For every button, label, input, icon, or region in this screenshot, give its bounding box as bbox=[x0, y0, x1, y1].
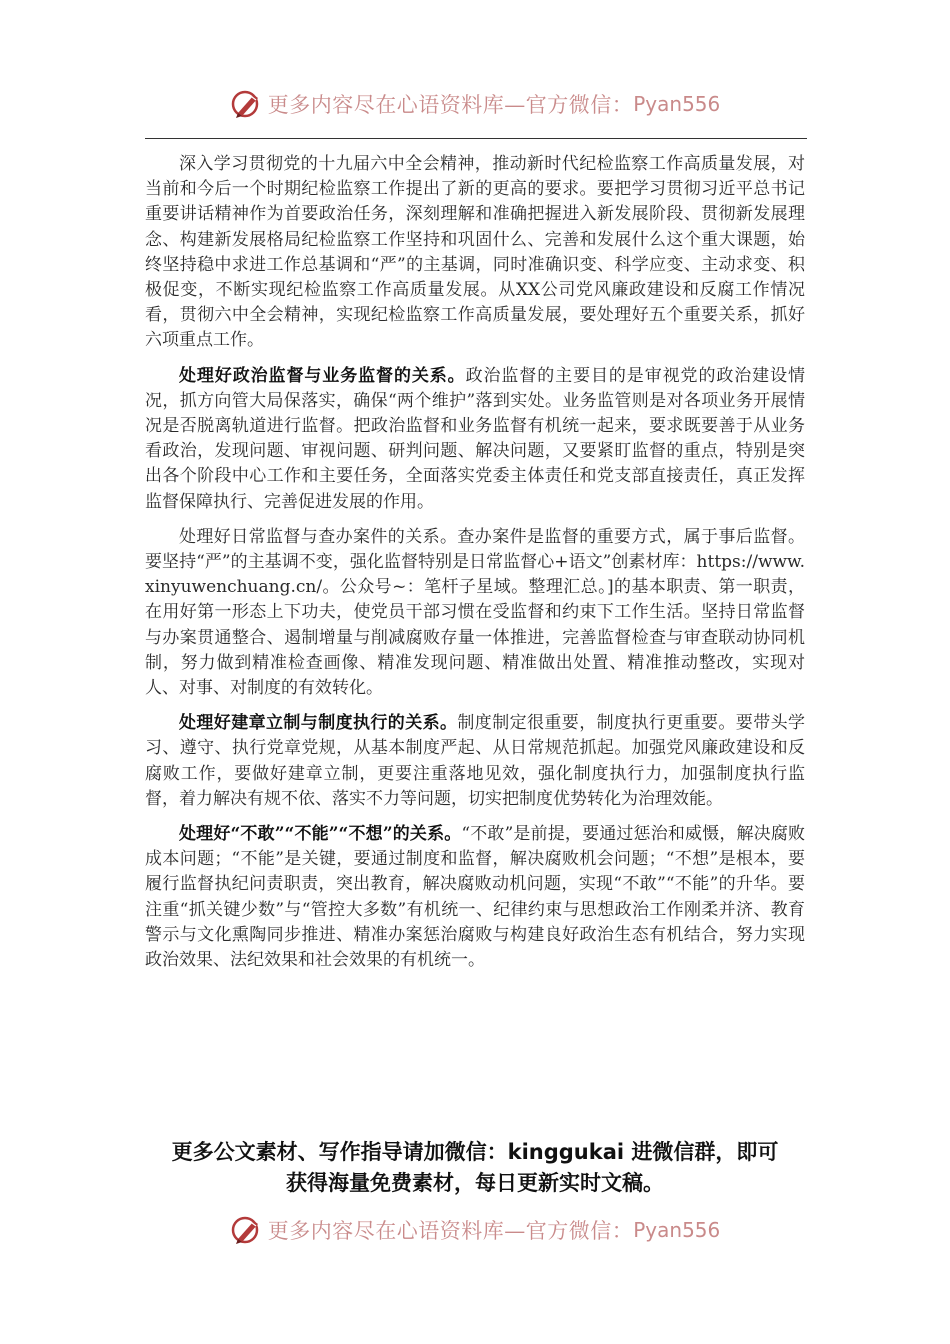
header-divider bbox=[145, 138, 807, 139]
paragraph-lead: 处理好建章立制与制度执行的关系。 bbox=[179, 713, 458, 734]
brand-handle: Pyan556 bbox=[633, 92, 721, 116]
pen-logo-icon bbox=[230, 1213, 264, 1247]
header-brand bbox=[0, 84, 950, 124]
footer-promo-line-1: 更多公文素材、写作指导请加微信：kinggukai 进微信群，即可 bbox=[171, 1140, 779, 1164]
paragraph-intro bbox=[145, 152, 805, 354]
paragraph-three-nots bbox=[145, 822, 805, 973]
paragraph-text: 处理好日常监督与查办案件的关系。查办案件是监督的重要方式，属于事后监督。要坚持“严”的主基调不变，强化监督特别是日常监督心+语文”创素材库：https://www.xinyuwenchuang.cn/。公众号~：笔杆子星域。整理汇总。]的基本职责、第一职责，在用好第一形态上下功夫，使党员干部习惯在受监督和约束下工作生活。坚持日常监督与办案贯通整合、遏制增量与削减腐败存量一体推进，完善监督检查与审查联动协同机制，努力做到精准检查画像、精准发现问题、精准做出处置、精准推动整改，实现对人、对事、对制度的有效转化。 bbox=[145, 526, 805, 699]
paragraph-text: 政治监督的主要目的是审视党的政治建设情况，抓方向管大局保落实，确保“两个维护”落到实处。业务监管则是对各项业务开展情况是否脱离轨道进行监督。把政治监督和业务监督有机统一起来，要求既要善于从业务看政治，发现问题、审视问题、研判问题、解决问题，又要紧盯监督的重点，特别是突出各个阶段中心工作和主要任务，全面落实党委主体责任和党支部直接责任，真正发挥监督保障执行、完善促进发展的作用。 bbox=[145, 365, 806, 512]
footer-promo bbox=[145, 1137, 805, 1199]
brand-handle: Pyan556 bbox=[633, 1218, 721, 1242]
brand-text: 更多内容尽在心语资料库—官方微信： bbox=[267, 93, 634, 117]
paragraph-institution-building bbox=[145, 711, 805, 812]
paragraph-daily-supervision bbox=[145, 525, 805, 701]
document-body bbox=[145, 152, 805, 983]
paragraph-text: “不敢”是前提，要通过惩治和威慑，解决腐败成本问题；“不能”是关键，要通过制度和监督，解决腐败机会问题；“不想”是根本，要履行监督执纪问责职责，突出教育，解决腐败动机问题，实现“不敢”“不能”的升华。要注重“抓关键少数”与“管控大多数”有机统一、纪律约束与思想政治工作刚柔并济、教育警示与文化熏陶同步推进、精准办案惩治腐败与构建良好政治生态有机结合，努力实现政治效果、法纪效果和社会效果的有机统一。 bbox=[145, 824, 805, 971]
paragraph-text: 深入学习贯彻党的十九届六中全会精神，推动新时代纪检监察工作高质量发展，对当前和今后一个时期纪检监察工作提出了新的更高的要求。要把学习贯彻习近平总书记重要讲话精神作为首要政治任务，深刻理解和准确把握进入新发展阶段、贯彻新发展理念、构建新发展格局纪检监察工作坚持和巩固什么、完善和发展什么这个重大课题，始终坚持稳中求进工作总基调和“严”的主基调，同时准确识变、科学应变、主动求变、积极促变，不断实现纪检监察工作高质量发展。从XX公司党风廉政建设和反腐工作情况看，贯彻六中全会精神，实现纪检监察工作高质量发展，要处理好五个重要关系，抓好六项重点工作。 bbox=[145, 154, 805, 351]
paragraph-text: 制度制定很重要，制度执行更重要。要带头学习、遵守、执行党章党规，从基本制度严起、从日常规范抓起。加强党风廉政建设和反腐败工作，要做好建章立制，更要注重落地见效，强化制度执行力，加强制度执行监督，着力解决有规不依、落实不力等问题，切实把制度优势转化为治理效能。 bbox=[145, 713, 806, 809]
pen-logo-icon bbox=[230, 87, 264, 121]
footer-promo-line-2: 获得海量免费素材，每日更新实时文稿。 bbox=[286, 1171, 664, 1195]
paragraph-lead: 处理好“不敢”“不能”“不想”的关系。 bbox=[179, 824, 462, 845]
paragraph-lead: 处理好政治监督与业务监督的关系。 bbox=[179, 365, 466, 386]
footer-brand bbox=[0, 1210, 950, 1250]
brand-text: 更多内容尽在心语资料库—官方微信： bbox=[267, 1219, 634, 1243]
paragraph-political-supervision bbox=[145, 364, 805, 515]
